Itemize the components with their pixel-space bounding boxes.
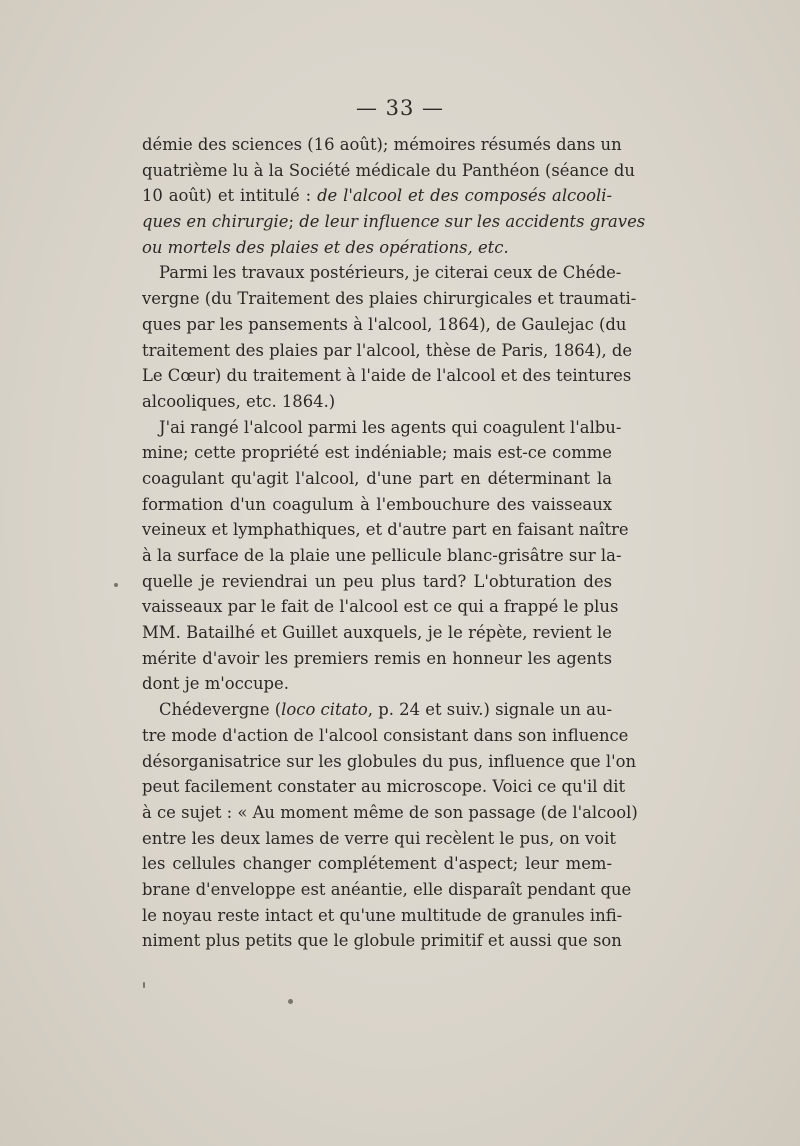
text-line: coagulant qu'agit l'alcool, d'une part en déterminant la [142, 468, 612, 488]
text-line: les cellules changer complétement d'aspect; leur mem- [142, 854, 612, 874]
text-line: brane d'enveloppe est anéantie, elle disparaît pendant que [142, 879, 632, 899]
ink-speck [143, 982, 145, 988]
text-line: quelle je reviendrai un peu plus tard? L'obturation des [142, 571, 612, 591]
page-number: — 33 — [355, 96, 445, 120]
text-line: traitement des plaies par l'alcool, thèse de Paris, 1864), de [142, 340, 633, 360]
text-line: peut facilement constater au microscope. Voici ce qu'il dit [142, 777, 626, 797]
ink-speck [288, 999, 293, 1004]
text-line: mine; cette propriété est indéniable; mais est-ce comme [142, 443, 612, 463]
text-line: le noyau reste intact et qu'une multitude de granules infi- [142, 905, 623, 925]
text-line: démie des sciences (16 août); mémoires résumés dans un [142, 135, 622, 154]
text-line: 10 août) et intitulé : de l'alcool et des composés alcooli- [142, 186, 612, 206]
body-text [142, 132, 646, 954]
text-line: ques en chirurgie; de leur influence sur les accidents graves [142, 212, 646, 232]
text-line: vaisseaux par le fait de l'alcool est ce qui a frappé le plus [142, 597, 619, 617]
text-line: formation d'un coagulum à l'embouchure des vaisseaux [142, 494, 612, 514]
text-line: à la surface de la plaie une pellicule blanc-grisâtre sur la- [142, 546, 622, 565]
text-line: veineux et lymphathiques, et d'autre part en faisant naître [142, 520, 629, 540]
text-line: Parmi les travaux postérieurs, je citerai ceux de Chéde- [159, 263, 622, 283]
text-line: J'ai rangé l'alcool parmi les agents qui coagulent l'albu- [159, 417, 622, 437]
text-line: Chédevergne (loco citato, p. 24 et suiv.) signale un au- [159, 700, 612, 720]
text-line: tre mode d'action de l'alcool consistant dans son influence [142, 725, 629, 745]
text-line: désorganisatrice sur les globules du pus, influence que l'on [142, 751, 637, 771]
text-line: niment plus petits que le globule primitif et aussi que son [142, 931, 622, 951]
text-line: alcooliques, etc. 1864.) [142, 391, 336, 411]
text-line: ou mortels des plaies et des opérations, etc. [142, 237, 509, 257]
ink-speck [114, 583, 118, 587]
text-line: vergne (du Traitement des plaies chirurgicales et traumati- [142, 289, 637, 309]
text-line: quatrième lu à la Société médicale du Panthéon (séance du [142, 160, 635, 180]
text-line: dont je m'occupe. [142, 674, 289, 694]
text-line: à ce sujet : « Au moment même de son passage (de l'alcool) [142, 802, 638, 822]
text-line: mérite d'avoir les premiers remis en honneur les agents [142, 648, 612, 668]
text-line: Le Cœur) du traitement à l'aide de l'alcool et des teintures [142, 366, 632, 386]
text-line: entre les deux lames de verre qui recèlent le pus, on voit [142, 828, 617, 848]
text-line: MM. Batailhé et Guillet auxquels, je le répète, revient le [142, 623, 612, 643]
text-line: ques par les pansements à l'alcool, 1864), de Gaulejac (du [142, 314, 627, 334]
